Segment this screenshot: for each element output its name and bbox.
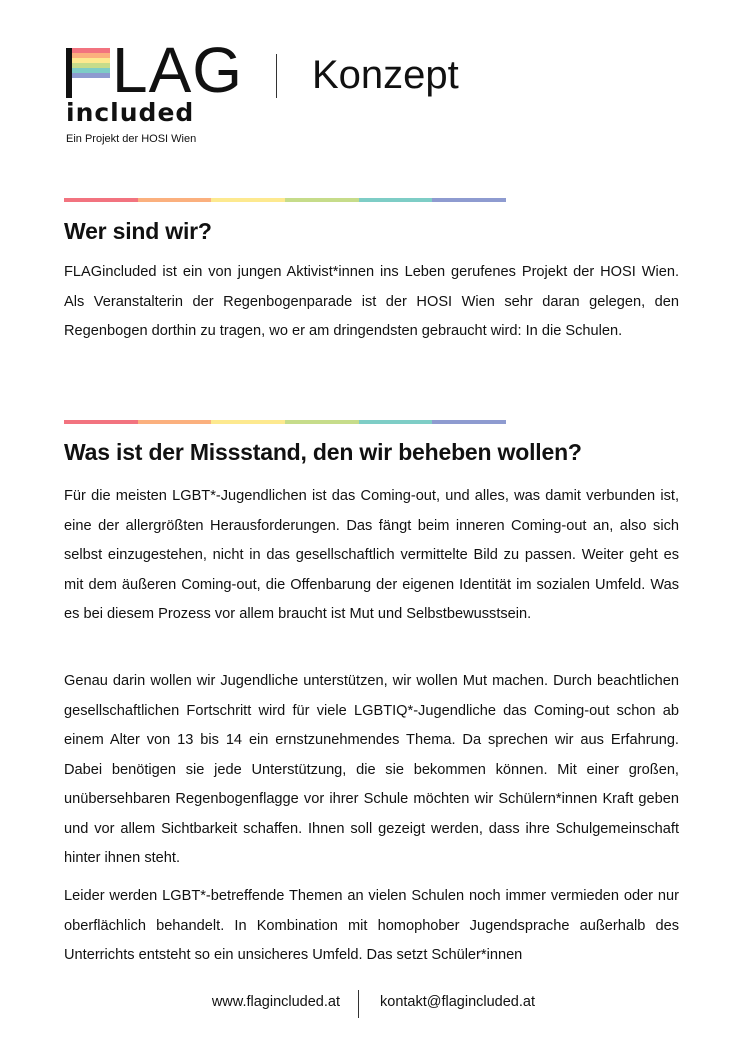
rainbow-divider <box>64 420 506 424</box>
website-link[interactable]: www.flagincluded.at <box>211 994 340 1010</box>
section-paragraph: Für die meisten LGBT*-Jugendlichen ist das Coming-out, und alles, was damit verbunden ist, eine der allergrößten Herausforderungen. Das fängt beim inneren Coming-out an, also sich selbst einzugestehen, nicht in das gesellschaftlich vermittelte Bild zu passen. Weiter geht es mit dem äußeren Coming-out, die Offenbarung der eigenen Identität im sozialen Umfeld. Was es bei diesem Prozess vor allem braucht ist Mut und Selbstbewusstsein. <box>64 488 679 622</box>
section-paragraph: Leider werden LGBT*-betreffende Themen an vielen Schulen noch immer vermieden oder nur oberflächlich behandelt. In Kombination mit homophober Jugendsprache außerhalb des Unterrichts entsteht so ein unsicheres Umfeld. Das setzt Schüler*innen <box>64 888 679 963</box>
rainbow-segment <box>432 420 506 424</box>
section-heading: Wer sind wir? <box>64 218 212 244</box>
rainbow-divider <box>64 198 506 202</box>
logo-included-text: included <box>66 98 195 127</box>
rainbow-segment <box>138 198 212 202</box>
rainbow-segment <box>138 420 212 424</box>
logo-wordmark: LAG <box>112 34 244 106</box>
header-divider <box>276 54 277 98</box>
logo-subtitle: Ein Projekt der HOSI Wien <box>66 133 197 145</box>
rainbow-segment <box>211 198 285 202</box>
rainbow-segment <box>359 198 433 202</box>
rainbow-segment <box>64 420 138 424</box>
rainbow-segment <box>432 198 506 202</box>
logo-rainbow-flag-icon <box>72 48 110 78</box>
rainbow-segment <box>285 198 359 202</box>
flag-stripe-blue <box>72 73 110 78</box>
email-link[interactable]: kontakt@flagincluded.at <box>380 994 535 1010</box>
section-paragraph: FLAGincluded ist ein von jungen Aktivist*innen ins Leben gerufenes Projekt der HOSI Wien. Als Veranstalterin der Regenbogenparade ist der HOSI Wien sehr daran gelegen, den Regenbogen dorthin zu tragen, wo er am dringendsten gebraucht wird: In die Schulen. <box>64 264 679 339</box>
page-footer <box>0 990 744 1020</box>
rainbow-segment <box>64 198 138 202</box>
footer-divider <box>358 990 359 1018</box>
document-title: Konzept <box>312 53 459 97</box>
rainbow-segment <box>211 420 285 424</box>
section-heading: Was ist der Missstand, den wir beheben wollen? <box>64 439 582 465</box>
rainbow-segment <box>359 420 433 424</box>
page-header <box>64 34 684 154</box>
section-paragraph: Genau darin wollen wir Jugendliche unterstützen, wir wollen Mut machen. Durch beachtlichen gesellschaftlichen Fortschritt wird für viele LGBTIQ*-Jugendliche das Coming-out schon ab einem Alter von 13 bis 14 ein ernstzunehmendes Thema. Da sprechen wir aus Erfahrung. Dabei benötigen sie jede Unterstützung, die sie bekommen können. Mit einer großen, unübersehbaren Regenbogenflagge vor ihrer Schule möchten wir Schülern*innen Kraft geben und vor allem Sichtbarkeit schaffen. Ihnen soll gezeigt werden, dass ihre Schulgemeinschaft hinter ihnen steht. <box>64 673 679 866</box>
flagincluded-logo <box>64 34 244 154</box>
rainbow-segment <box>285 420 359 424</box>
